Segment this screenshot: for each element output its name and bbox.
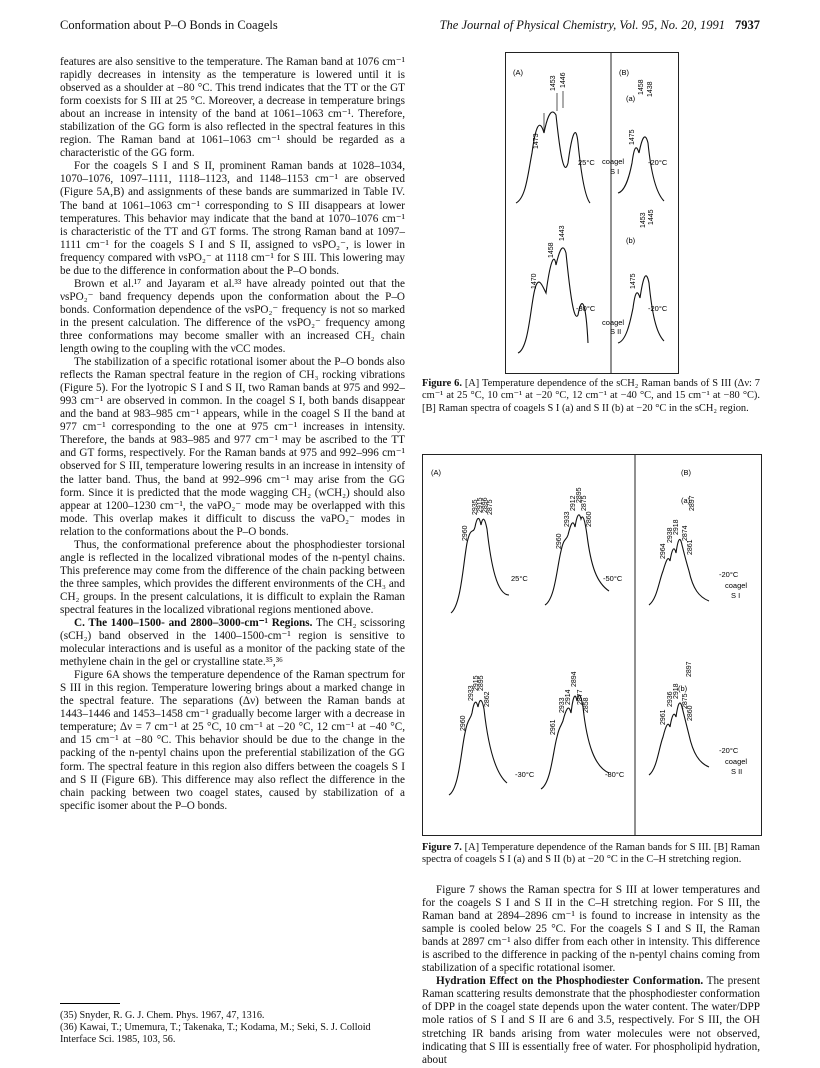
figure-6 [505, 52, 679, 374]
caption-text: [A] Temperature dependence of the Raman bands for S III. [B] Raman spectra of coagels S I (a) and S II (b) at −20 °C in the C–H stretching region. [422, 842, 760, 866]
temp-label: -80°C [605, 770, 625, 779]
peak-label: 1475 [630, 273, 637, 289]
spectrum-minus50c [545, 515, 609, 605]
paragraph-text: The CH₂ scissoring (sCH₂) band observed in the 1400–1500-cm⁻¹ region is sensitive to molecular interactions and is useful as a monitor of the packing state of the methylene chain in the gel or crystalline state.³⁵,³⁶ [60, 617, 405, 669]
peak-label: 2895 [576, 487, 583, 503]
spectrum-25c [451, 518, 509, 613]
peak-label: 2894 [571, 671, 578, 687]
running-header [60, 18, 760, 38]
section-heading: Hydration Effect on the Phosphodiester Conformation. [436, 975, 704, 988]
paragraph: features are also sensitive to the temperature. The Raman band at 1076 cm⁻¹ rapidly decreases in intensity as the temperature is lowered until it is observed as a shoulder at −80 °C. This trend indicates that the TT or the GT form coexists for S III at 25 °C. Moreover, a decrease in temperature brings about an increase in intensity of the band at 1061–1063 cm⁻¹. Therefore, stabilization of the GG form is also reflected in the spectral features in this region. The Raman band at 1061–1063 cm⁻¹ should be regarded as a characteristic of the GG form. [60, 56, 405, 160]
left-column [60, 56, 405, 813]
sub-label-a: (a) [681, 496, 691, 505]
peak-label: 2935 [472, 499, 479, 515]
temp-label: -30°C [515, 770, 535, 779]
paragraph: For the coagels S I and S II, prominent Raman bands at 1028–1034, 1070–1076, 1097–1111, 1118–1123, and 1148–1153 cm⁻¹ are observed (Figure 5A,B) and assignments of these bands are summarized in Table IV. The band at 1061–1063 cm⁻¹ corresponding to S III disappears at lower temperatures. This behavior may indicate that the band at 1070–1076 cm⁻¹ is characteristic of the TT and GT forms. The strong Raman band at 1097–1111 cm⁻¹ for the coagels S I and S II, assigned to νsPO₂⁻, is lower in frequency compared with νsPO₂⁻ at 1118 cm⁻¹ for S III. This lowering may be due to the difference in conformation about the P–O bonds. [60, 160, 405, 277]
reference-item: (36) Kawai, T.; Umemura, T.; Takenaka, T.; Kodama, M.; Seki, S. J. Colloid Interface Sci. 1985, 103, 56. [60, 1022, 371, 1045]
peak-label: 2936 [667, 691, 674, 707]
peak-label: 2918 [673, 519, 680, 535]
caption-label: Figure 6. [422, 378, 462, 389]
peak-label: 2960 [462, 525, 469, 541]
caption-text: [A] Temperature dependence of the sCH₂ Raman bands of S III (Δν: 7 cm⁻¹ at 25 °C, 10 cm⁻¹ at −20 °C, 12 cm⁻¹ at −40 °C, and 15 cm⁻¹ at −80 °C). [B] Raman spectra of coagels S I (a) and S II (b) at −20 °C in the sCH₂ region. [422, 378, 761, 414]
peak-label: 2961 [550, 719, 557, 735]
peak-label: 2895 [478, 675, 485, 691]
running-title: Conformation about P–O Bonds in Coagels [60, 18, 278, 32]
coagel-label: coagel [602, 318, 625, 327]
paragraph: The stabilization of a specific rotational isomer about the P–O bonds also reflects the Raman spectral feature in the region of CH₃ rocking vibrations (Figure 5). For the lyotropic S I and S II, two Raman bands at 975 and 992–993 cm⁻¹ are observed in common. In the coagel S I, both bands disappear and the band at 983–985 cm⁻¹ appears, while in the coagel S II the band at 977 cm⁻¹ corresponding to the one at 975 cm⁻¹ increases in intensity. Therefore, the bands at 983–985 and 977 cm⁻¹ may be ascribed to the TT and GT forms, respectively. For the Raman bands at 975 and 992–996 cm⁻¹ observed for S III, temperature lowering results in an increase in intensity of the latter band. Thus, the band at 992–996 cm⁻¹ may arise from the GG form. Since it is predicted that the mode wagging CH₂ (wCH₂) should also appear at 1200–1230 cm⁻¹, the νaPO₂⁻ mode may be overlapped with this mode. This overlap makes it difficult to discuss the νaPO₂⁻ modes in relation to the conformations about the P–O bonds. [60, 356, 405, 538]
peak-label: 2960 [460, 715, 467, 731]
temp-label: -20°C [719, 746, 739, 755]
temp-label: -50°C [603, 574, 623, 583]
temp-label: -20°C [648, 304, 668, 313]
panel-b-label: (B) [681, 468, 691, 477]
peak-label: 1453 [640, 212, 647, 228]
peak-label: 2877 [577, 689, 584, 705]
temp-label: -20°C [648, 158, 668, 167]
peak-label: 2862 [484, 691, 491, 707]
peak-label: 2914 [565, 689, 572, 705]
peak-label: 2918 [673, 683, 680, 699]
peak-label: 1443 [559, 225, 566, 241]
peak-label: 2915 [473, 675, 480, 691]
reference-item: (35) Snyder, R. G. J. Chem. Phys. 1967, 47, 1316. [60, 1010, 265, 1021]
paragraph-text: The present Raman scattering results demonstrate that the phosphodiester conformation of DPP in the coagel state depends upon the water content. The water/DPP mole ratios of S I and S II are 6 and 3.5, respectively. For S III, the OH stretching IR bands arising from water molecules were not observed, indicating that S III is essentially free of water. For phospholipid hydration, about [422, 975, 760, 1066]
peak-label: 2933 [559, 697, 566, 713]
spectrum-minus80c [541, 695, 609, 789]
peak-label: 1438 [647, 81, 654, 97]
temp-label: -80°C [576, 304, 596, 313]
right-column [422, 884, 760, 1067]
paragraph: Thus, the conformational preference about the phosphodiester torsional angle is reflected in the localized vibrational modes of the n-pentyl chains. This preference may come from the difference of the chain packing between the three samples, which provides the different environments of the CH₃ and CH₂ groups. In the present calculations, it is difficult to explain the Raman spectral features in the localized vibrational regions mentioned above. [60, 538, 405, 616]
peak-label: 2938 [667, 527, 674, 543]
paragraph [60, 617, 405, 669]
caption-label: Figure 7. [422, 842, 462, 853]
peak-label: 2874 [682, 525, 689, 541]
spectrum-coagel-s2 [649, 703, 709, 775]
figure-6-spectra [506, 53, 678, 373]
peak-label: 1470 [531, 273, 538, 289]
paragraph: Brown et al.¹⁷ and Jayaram et al.³³ have already pointed out that the νsPO₂⁻ band frequency depends upon the conformation about the P–O bonds. Conformation dependence of the νsPO₂⁻ frequency is not so marked in the present calculation. The difference of the νsPO₂⁻ frequency among three conformations may become smaller with an increased CH₂ chain length owing to the coupling with the νCC modes. [60, 277, 405, 356]
coagel-label: coagel [602, 157, 625, 166]
peak-label: 2875 [487, 499, 494, 515]
sub-label-a: (a) [626, 94, 636, 103]
figure-7 [422, 454, 762, 836]
figure-7-caption [422, 842, 760, 867]
peak-label: 2860 [586, 511, 593, 527]
sample-label: S II [731, 767, 743, 776]
peak-label: 2897 [689, 495, 696, 511]
spectrum-minus80c [518, 248, 588, 353]
temp-label: 25°C [578, 158, 595, 167]
peak-label: 1458 [638, 79, 645, 95]
peak-label: 2875 [682, 693, 689, 709]
sample-label: S II [610, 327, 622, 336]
peak-label: 2964 [660, 543, 667, 559]
peak-label: 2915 [477, 497, 484, 513]
peak-label: 1473 [533, 133, 540, 149]
peak-label: 2858 [583, 697, 590, 713]
peak-label: 1446 [560, 72, 567, 88]
peak-label: 2897 [686, 661, 693, 677]
peak-label: 1445 [648, 209, 655, 225]
footnote-rule [60, 1003, 120, 1004]
panel-a-label: (A) [513, 68, 523, 77]
section-heading: C. The 1400–1500- and 2800–3000-cm⁻¹ Regions. [74, 617, 313, 630]
peak-label: 2933 [468, 685, 475, 701]
peak-label: 2912 [570, 495, 577, 511]
paragraph: Figure 7 shows the Raman spectra for S III at lower temperatures and for the coagels S I and S II in the C–H stretching region. For S III, the Raman band at 2894–2896 cm⁻¹ is found to increase in intensity as the sample is cooled below 25 °C. For the coagels S I and S II, the Raman bands at 2897 cm⁻¹ also differ from each other in intensity. This difference is ascribed to the difference in packing of the n-pentyl chains coming from stabilization of a specific rotational isomer. [422, 884, 760, 975]
sub-label-b: (b) [626, 236, 636, 245]
references [60, 1003, 405, 1046]
sample-label: S I [610, 167, 620, 176]
peak-label: 2896 [482, 497, 489, 513]
journal-name: The Journal of Physical Chemistry, Vol. 95, No. 20, 1991 [439, 18, 725, 32]
peak-label: 1475 [629, 129, 636, 145]
peak-label: 2875 [581, 495, 588, 511]
page-number: 7937 [735, 18, 760, 32]
peak-label: 1458 [548, 242, 555, 258]
peak-label: 1453 [550, 75, 557, 91]
coagel-label: coagel [725, 757, 748, 766]
panel-b-label: (B) [619, 68, 629, 77]
paragraph [422, 975, 760, 1066]
peak-label: 2933 [564, 511, 571, 527]
sample-label: S I [731, 591, 741, 600]
peak-label: 2860 [687, 705, 694, 721]
figure-7-spectra [423, 455, 761, 835]
paragraph: Figure 6A shows the temperature dependence of the Raman spectrum for S III in this region. Temperature lowering brings about a marked change in the spectral feature. The separations (Δν) between the Raman bands at 1443–1446 and 1453–1458 cm⁻¹ gradually become larger with a decrease in temperature; Δν = 7 cm⁻¹ at 25 °C, 10 cm⁻¹ at −20 °C, 12 cm⁻¹ at −40 °C, and 15 cm⁻¹ at −80 °C. This behavior should be due to the change in the packing of the n-pentyl chains upon the preferential stabilization of the GG form. The spectral feature in this region also differs between the coagels S I and S II (Figure 6B). This difference may also reflect the difference in the chain packing between two coagel states, caused by stabilization of a specific isomer about the P–O bonds. [60, 669, 405, 812]
spectrum-coagel-s1 [649, 539, 709, 605]
panel-a-label: (A) [431, 468, 441, 477]
temp-label: -20°C [719, 570, 739, 579]
temp-label: 25°C [511, 574, 528, 583]
peak-label: 2960 [556, 533, 563, 549]
sub-label-b: (b) [678, 684, 688, 693]
spectrum-coagel-s1 [618, 137, 664, 201]
figure-6-caption [422, 378, 760, 415]
peak-label: 2961 [660, 709, 667, 725]
journal-citation [440, 18, 760, 33]
peak-label: 2861 [687, 539, 694, 555]
coagel-label: coagel [725, 581, 748, 590]
spectrum-minus30c [449, 700, 507, 795]
